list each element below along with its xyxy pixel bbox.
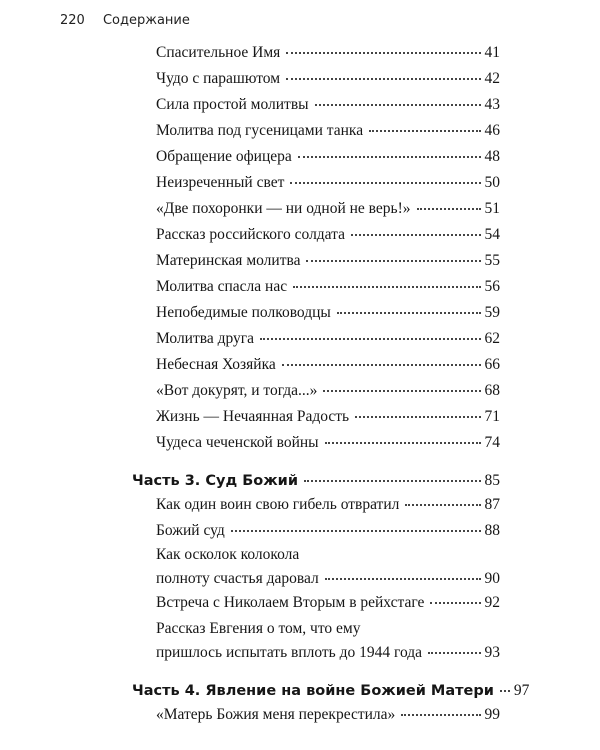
- toc-entry-page: 99: [484, 706, 500, 723]
- toc-entry[interactable]: [156, 570, 500, 588]
- dot-leader: [293, 286, 480, 288]
- dot-leader: [290, 182, 480, 184]
- toc-entry-page: 68: [484, 382, 500, 399]
- toc-entry-title: пришлось испытать вплоть до 1944 года: [156, 644, 423, 661]
- toc-entry-title: «Матерь Божия меня перекрестила»: [156, 706, 396, 723]
- toc-entry[interactable]: [156, 644, 500, 662]
- dot-leader: [260, 338, 480, 340]
- toc-entry[interactable]: [156, 148, 500, 166]
- toc-entry[interactable]: [156, 434, 500, 452]
- toc-entry-title: Неизреченный свет: [156, 174, 285, 191]
- toc-entry-page: 90: [484, 570, 500, 587]
- dot-leader: [428, 652, 480, 654]
- toc-entry-page: 88: [484, 522, 500, 539]
- running-header-title: Содержание: [102, 13, 190, 28]
- toc-entry[interactable]: [156, 278, 500, 296]
- dot-leader: [323, 390, 480, 392]
- toc-entry-title: Встреча с Николаем Вторым в рейхстаге: [156, 594, 425, 611]
- dot-leader: [355, 416, 480, 418]
- toc-entry[interactable]: [156, 496, 500, 514]
- toc-entry-title: «Две похоронки — ни одной не верь!»: [156, 200, 411, 217]
- page-number: 220: [60, 13, 85, 28]
- toc-entry-title: Божий суд: [156, 522, 225, 539]
- toc-entry-page: 46: [484, 122, 500, 139]
- toc-entry[interactable]: [156, 122, 500, 140]
- toc-entry[interactable]: [156, 304, 500, 322]
- dot-leader: [500, 690, 510, 692]
- toc-entry-page: 55: [484, 252, 500, 269]
- toc-part-heading[interactable]: [132, 682, 530, 700]
- toc-entry[interactable]: [156, 594, 500, 612]
- toc-entry-title: Рассказ российского солдата: [156, 226, 346, 243]
- toc-entry-page: 54: [484, 226, 500, 243]
- toc-entry-page: 51: [484, 200, 500, 217]
- dot-leader: [430, 602, 480, 604]
- toc-entry-page: 66: [484, 356, 500, 373]
- dot-leader: [231, 530, 481, 532]
- toc-entry-title: Молитва спасла нас: [156, 278, 288, 295]
- toc-entry-title: Молитва под гусеницами танка: [156, 122, 364, 139]
- toc-entry-page: 50: [484, 174, 500, 191]
- dot-leader: [286, 78, 480, 80]
- toc-entry-page: 92: [484, 594, 500, 611]
- dot-leader: [282, 364, 481, 366]
- toc-entry-title: Обращение офицера: [156, 148, 292, 165]
- toc-entry-title: Чудеса чеченской войны: [156, 434, 319, 451]
- dot-leader: [286, 52, 480, 54]
- dot-leader: [337, 312, 481, 314]
- toc-entry[interactable]: [156, 200, 500, 218]
- dot-leader: [405, 504, 480, 506]
- toc-entry-title: Жизнь — Нечаянная Радость: [156, 408, 350, 425]
- dot-leader: [315, 104, 481, 106]
- toc-entry-title: Непобедимые полководцы: [156, 304, 331, 321]
- toc-entry[interactable]: [156, 706, 500, 724]
- dot-leader: [306, 260, 480, 262]
- toc-entry[interactable]: [156, 226, 500, 244]
- toc-entry-title: полноту счастья даровал: [156, 570, 319, 587]
- dot-leader: [325, 442, 481, 444]
- toc-part-heading[interactable]: [132, 472, 500, 490]
- toc-part-page: 97: [513, 682, 530, 699]
- toc-entry-page: 56: [484, 278, 500, 295]
- toc-entry-title: «Вот докурят, и тогда...»: [156, 382, 318, 399]
- dot-leader: [401, 714, 480, 716]
- toc-entry[interactable]: [156, 174, 500, 192]
- toc-entry-title-line1: Рассказ Евгения о том, что ему: [156, 620, 361, 637]
- dot-leader: [369, 130, 480, 132]
- toc-entry-title: Небесная Хозяйка: [156, 356, 276, 373]
- toc-part-title: Часть 3. Суд Божий: [132, 473, 298, 489]
- toc-entry[interactable]: [156, 252, 500, 270]
- toc-entry[interactable]: [156, 522, 500, 540]
- toc-entry-page: 74: [484, 434, 500, 451]
- toc-part-page: 85: [484, 472, 500, 489]
- toc-entry[interactable]: [156, 408, 500, 426]
- toc-entry-title-line1: Как осколок колокола: [156, 546, 300, 563]
- toc-entry-page: 43: [484, 96, 500, 113]
- toc-entry[interactable]: [156, 44, 500, 62]
- toc-entry-page: 42: [484, 70, 500, 87]
- toc-entry-title: Сила простой молитвы: [156, 96, 309, 113]
- toc-entry[interactable]: [156, 96, 500, 114]
- toc-entry[interactable]: [156, 70, 500, 88]
- toc-entry-title: Спасительное Имя: [156, 44, 281, 61]
- toc-entry-title: Молитва друга: [156, 330, 255, 347]
- toc-part-title: Часть 4. Явление на войне Божией Матери: [132, 683, 494, 699]
- toc-entry[interactable]: [156, 356, 500, 374]
- toc-entry-title: Материнская молитва: [156, 252, 301, 269]
- toc-entry-page: 41: [484, 44, 500, 61]
- dot-leader: [325, 578, 481, 580]
- toc-entry-title: Чудо с парашютом: [156, 70, 281, 87]
- dot-leader: [417, 208, 481, 210]
- dot-leader: [351, 234, 480, 236]
- toc-entry-title: Как один воин свою гибель отвратил: [156, 496, 400, 513]
- toc-entry[interactable]: [156, 382, 500, 400]
- toc-entry-page: 48: [484, 148, 500, 165]
- toc-entry[interactable]: [156, 330, 500, 348]
- toc-entry-page: 59: [484, 304, 500, 321]
- toc-entry-page: 71: [484, 408, 500, 425]
- toc-entry-page: 62: [484, 330, 500, 347]
- toc-entry-page: 87: [484, 496, 500, 513]
- dot-leader: [298, 156, 481, 158]
- dot-leader: [304, 480, 481, 482]
- toc-entry-page: 93: [484, 644, 500, 661]
